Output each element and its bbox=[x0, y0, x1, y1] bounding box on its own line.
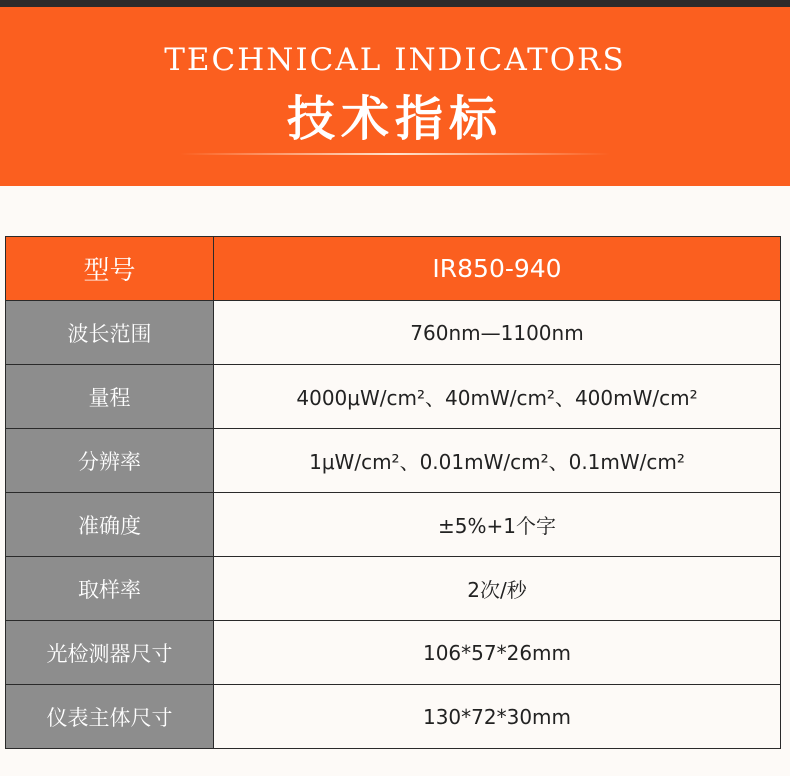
row-label-cell: 光检测器尺寸 bbox=[6, 621, 214, 685]
banner-title-en: TECHNICAL INDICATORS bbox=[164, 42, 626, 78]
header-banner bbox=[0, 7, 790, 186]
row-value-cell: 760nm—1100nm bbox=[214, 301, 781, 365]
table-row bbox=[6, 685, 781, 749]
table-row bbox=[6, 557, 781, 621]
top-strip bbox=[0, 0, 790, 7]
table-row bbox=[6, 429, 781, 493]
row-label-cell: 量程 bbox=[6, 365, 214, 429]
table-row bbox=[6, 493, 781, 557]
header-value-cell: IR850-940 bbox=[214, 237, 781, 301]
banner-title-cn: 技术指标 bbox=[286, 91, 503, 147]
row-value-cell: 4000μW/cm²、40mW/cm²、400mW/cm² bbox=[214, 365, 781, 429]
row-value-cell: 106*57*26mm bbox=[214, 621, 781, 685]
table-row bbox=[6, 365, 781, 429]
row-value-cell: ±5%+1个字 bbox=[214, 493, 781, 557]
table-row bbox=[6, 621, 781, 685]
row-label-cell: 仪表主体尺寸 bbox=[6, 685, 214, 749]
row-value-cell: 1μW/cm²、0.01mW/cm²、0.1mW/cm² bbox=[214, 429, 781, 493]
row-label-cell: 分辨率 bbox=[6, 429, 214, 493]
table-header-row bbox=[6, 237, 781, 301]
banner-divider bbox=[180, 153, 610, 155]
row-value-cell: 130*72*30mm bbox=[214, 685, 781, 749]
table-row bbox=[6, 301, 781, 365]
row-label-cell: 波长范围 bbox=[6, 301, 214, 365]
header-label-cell: 型号 bbox=[6, 237, 214, 301]
row-value-cell: 2次/秒 bbox=[214, 557, 781, 621]
row-label-cell: 准确度 bbox=[6, 493, 214, 557]
row-label-cell: 取样率 bbox=[6, 557, 214, 621]
spec-table bbox=[5, 236, 781, 749]
